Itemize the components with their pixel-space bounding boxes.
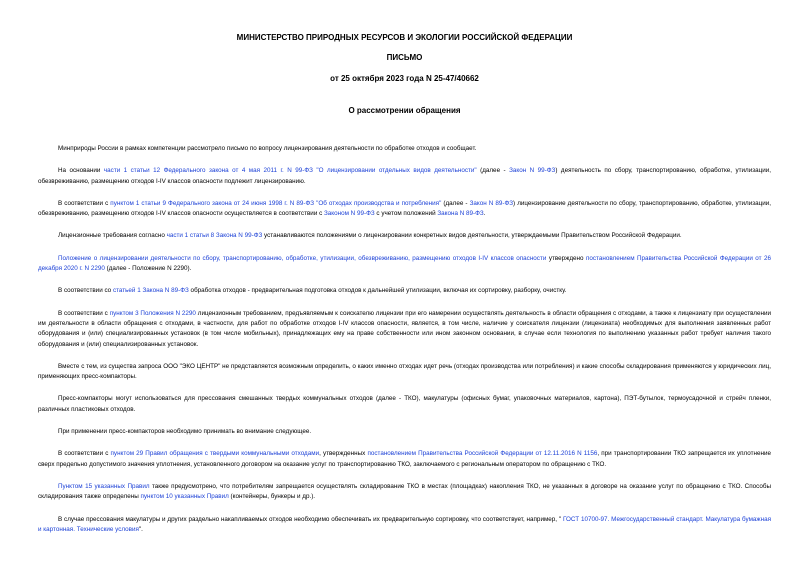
link-licensing-regulation[interactable]: Положение о лицензировании деятельности по сбору, транспортированию, обработке, утилизации, обезвреживанию, размещению отходов I-IV классов опасности — [58, 254, 547, 262]
document-type: ПИСЬМО — [386, 53, 423, 62]
paragraph-license-equipment: В соответствии с пунктом 3 Положения N 2290 лицензионным требованием, предъявляемым к соискателю лицензии при его намерении осуществлять деятельность в области обращения с отходами, а также к лицензиату при осуществлении им деятельности в области обращения с отходами, в частности, для работ по обработке отходов I-IV классов опасности, является, в том числе, наличие у соискателя лицензии (лицензиата) необходимых для выполнения заявленных работ оборудования и (или) специализированных установок (в том числе мобильных), принадлежащих ему на праве собственности или ином законном основании, в случае если технология по выполнению указанных работ требует наличия такого оборудования и (или) специализированных установок. — [38, 309, 771, 348]
paragraph-regulation-2290: Положение о лицензировании деятельности по сбору, транспортированию, обработке, утилизации, обезвреживанию, размещению отходов I-IV классов опасности утверждено постановлением Правительства Российской Федерации от 26 декабря 2020 г. N 2290 (далее - Положение N 2290). — [38, 254, 772, 273]
link-law-89-art1[interactable]: статьей 1 Закона N 89-ФЗ — [112, 287, 189, 295]
document-subject: О рассмотрении обращения — [348, 106, 461, 115]
document-date-number: от 25 октября 2023 года N 25-47/40662 — [330, 74, 479, 83]
link-law-89-art9[interactable]: пунктом 1 статьи 9 Федерального закона от 24 июня 1998 г. N 89-ФЗ "Об отходах производства и потребления" — [110, 199, 442, 207]
link-government-decree-1156[interactable]: постановлением Правительства Российской Федерации от 12.11.2016 N 1156 — [367, 450, 598, 458]
paragraph-considerations: При применении пресс-компакторов необходимо принимать во внимание следующее. — [58, 428, 312, 436]
link-law-89-ref[interactable]: Закона N 89-ФЗ — [437, 210, 484, 218]
link-law-99-art12[interactable]: части 1 статьи 12 Федерального закона от 4 мая 2011 г. N 99-ФЗ "О лицензировании отдельных видов деятельности" — [103, 167, 477, 175]
paragraph-rules-p15: Пунктом 15 указанных Правил также предусмотрено, что потребителям запрещается осуществлять складирование ТКО в местах (площадках) накопления ТКО, не указанных в договоре на оказание услуг по обращению с ТКО. Способы складирования также определены пунктом 10 указанных Правил (контейнеры, бункеры и др.). — [38, 482, 771, 501]
paragraph-law-89: В соответствии с пунктом 1 статьи 9 Федерального закона от 24 июня 1998 г. N 89-ФЗ "Об отходах производства и потребления" (далее - Закон N 89-ФЗ) лицензирование деятельности по сбору, транспортированию, обработке, утилизации, обезвреживанию, размещению отходов I-IV классов опасности осуществляется в соответствии с Законом N 99-ФЗ с учетом положений Закона N 89-ФЗ. — [38, 199, 772, 218]
link-law-89[interactable]: Закон N 89-ФЗ — [469, 199, 514, 207]
link-rules-p29[interactable]: пунктом 29 Правил обращения с твердыми коммунальными отходами — [110, 450, 320, 458]
link-law-99-art8[interactable]: части 1 статьи 8 Закона N 99-ФЗ — [166, 232, 263, 240]
paragraph-license-requirements: Лицензионные требования согласно части 1 статьи 8 Закона N 99-ФЗ устанавливаются положениями о лицензировании конкретных видов деятельности, утверждаемыми Правительством Российской Федерации. — [58, 232, 682, 240]
paragraph-request-unclear: Вместе с тем, из существа запроса ООО "ЭКО ЦЕНТР" не представляется возможным определить, о каких именно отходах идет речь (отходах производства или потребления) и какие способы складирования применяются у юридических лиц, применяющих пресс-компакторы. — [38, 362, 771, 381]
paragraph-processing-definition: В соответствии со статьей 1 Закона N 89-ФЗ обработка отходов - предварительная подготовка отходов к дальнейшей утилизации, включая их сортировку, разборку, очистку. — [58, 287, 567, 295]
paragraph-licensing-basis: На основании части 1 статьи 12 Федерального закона от 4 мая 2011 г. N 99-ФЗ "О лицензировании отдельных видов деятельности" (далее - Закон N 99-ФЗ) деятельность по сбору, транспортированию, обработке, утилизации, обезвреживанию, размещению отходов I-IV классов опасности подлежит лицензированию. — [38, 167, 772, 185]
paragraph-rules-p29: В соответствии с пунктом 29 Правил обращения с твердыми коммунальными отходами, утвержденных постановлением Правительства Российской Федерации от 12.11.2016 N 1156, при транспортировании ТКО запрещается их уплотнение сверх предельно допустимого значения уплотнения, установленного договором на оказание услуг по транспортированию ТКО, заключаемого с региональным оператором по обращению с ТКО. — [38, 450, 771, 468]
link-law-99-ref[interactable]: Законом N 99-ФЗ — [323, 210, 375, 218]
paragraph-intro: Минприроды России в рамках компетенции рассмотрело письмо по вопросу лицензирования деятельности по обработке отходов и сообщает. — [58, 145, 477, 152]
link-gost-10700-97[interactable]: ГОСТ 10700-97. Межгосударственный стандарт. Макулатура бумажная и картонная. Технические условия — [38, 515, 772, 533]
ministry-heading: МИНИСТЕРСТВО ПРИРОДНЫХ РЕСУРСОВ И ЭКОЛОГИИ РОССИЙСКОЙ ФЕДЕРАЦИИ — [236, 33, 573, 42]
link-rules-p10[interactable]: пунктом 10 указанных Правил — [140, 493, 229, 501]
link-regulation-2290-p3[interactable]: пунктом 3 Положения N 2290 — [109, 309, 196, 317]
paragraph-waste-paper: В случае прессования макулатуры и других раздельно накапливаемых отходов необходимо обеспечивать их предварительную сортировку, что соответствует, например, " ГОСТ 10700-97. Межгосударственный стандарт. Макулатура бумажная и картонная. Технические условия". — [38, 515, 772, 533]
document — [38, 33, 771, 535]
link-law-99[interactable]: Закон N 99-ФЗ — [509, 167, 556, 175]
paragraph-press-compactors: Пресс-компакторы могут использоваться для прессования смешанных твердых коммунальных отходов (далее - ТКО), макулатуры (офисных бумаг, упаковочных материалов, картона), ПЭТ-бутылок, термоусадочной и стрейч пленки, различных пластиковых отходов. — [38, 395, 771, 413]
link-government-decree-2290[interactable]: постановлением Правительства Российской Федерации от 26 декабря 2020 г. N 2290 — [38, 254, 772, 273]
link-rules-p15[interactable]: Пунктом 15 указанных Правил — [58, 482, 150, 490]
